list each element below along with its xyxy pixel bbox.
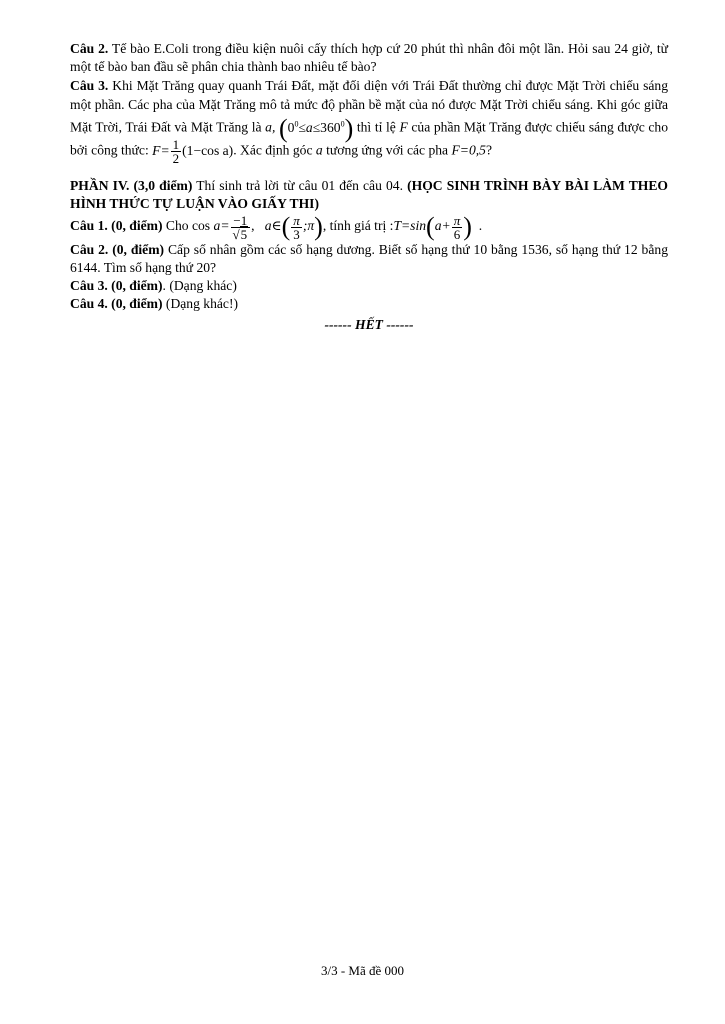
question-3-text-1: Khi Mặt Trăng quay quanh Trái Đất, mặt đối diện với Trái Đất thường chỉ được Mặt Trời chiếu sáng một phần. Các pha của Mặt Trăng mô tả mức độ phần bề mặt của nó được Mặt Trời chiếu sáng. Khi góc giữa Mặt Trời, Trái Đất và Mặt Trăng là — [70, 78, 669, 135]
question-2-text: Tế bào E.Coli trong điều kiện nuôi cấy thích hợp cứ 20 phút thì nhân đôi một lần. Hỏi sau 24 giờ, từ một tế bào ban đầu sẽ phân chia thành bao nhiêu tế bào? — [70, 41, 668, 74]
question-3-paragraph: Câu 3. Khi Mặt Trăng quay quanh Trái Đất, mặt đối diện với Trái Đất thường chỉ được Mặt Trời chiếu sáng một phần. Các pha của Mặt Trăng mô tả mức độ phần bề mặt của nó được Mặt Trời chiếu sáng. Khi góc giữa Mặt Trời, Trái Đất và Mặt Trăng là a, $(0^0\le a\le 360^0)$ thì tỉ lệ F của phần Mặt Trăng được chiếu sáng được cho bởi công thức: F= $\frac{1}{2}$ (1−cos a). Xác định góc a tương ứng với các pha F=0,5? — [70, 78, 669, 167]
pi-over-six-fraction: $\frac{\pi}{6}$ — [453, 212, 461, 242]
part-4-question-1: Câu 1. (0, điểm) Cho cos a= $\frac{-1}{√5}$ , a∈( $\frac{\pi}{3}$ ;π), tính giá trị :T=sin(a+ $\frac{\pi}{6}$ ) . — [70, 212, 483, 242]
question-3-label: Câu 3. — [70, 78, 109, 93]
p4-question-2-label: Câu 2. (0, điểm) — [70, 241, 165, 257]
angle-range: $(0^0\le a\le 360^0)$ — [278, 113, 354, 143]
question-3-text-5: tương ứng với các pha — [326, 143, 449, 159]
cos-value-fraction: $\frac{-1}{√5}$ — [231, 214, 251, 241]
phase-condition: F=0,5 — [451, 143, 486, 159]
angle-variable-2: a — [315, 143, 323, 159]
angle-variable: a, — [265, 119, 276, 135]
ratio-variable: F — [399, 119, 408, 135]
p4-question-4-label: Câu 4. (0, điểm) — [70, 295, 163, 311]
p4-question-3-label: Câu 3. (0, điểm) — [70, 277, 163, 293]
p4-question-1-label: Câu 1. (0, điểm) — [70, 218, 163, 234]
part-4-question-2: Câu 2. (0, điểm) Cấp số nhân gồm các số hạng dương. Biết số hạng thứ 10 bằng 1536, số hạng thứ 12 bằng 6144. Tìm số hạng thứ 20? — [70, 241, 668, 275]
part-4-heading: PHẦN IV. (3,0 điểm) — [70, 178, 193, 194]
part-4-question-4: Câu 4. (0, điểm) (Dạng khác!) — [70, 295, 239, 311]
part-4-intro: Thí sinh trả lời từ câu 01 đến câu 04. — [196, 178, 403, 194]
question-3-text-2: thì tỉ lệ — [356, 119, 396, 135]
part-4-question-3: Câu 3. (0, điểm). (Dạng khác) — [70, 277, 237, 293]
end-mark: ------ HẾT ------ — [324, 316, 414, 332]
section-spacer — [70, 165, 668, 177]
page-footer: 3/3 - Mã đề 000 — [320, 963, 405, 978]
question-3-text-4: . Xác định góc — [233, 143, 313, 159]
question-2-paragraph — [70, 40, 668, 76]
interval-fraction: $\frac{\pi}{3}$ — [293, 212, 300, 242]
question-3-text-3: của phần Mặt Trăng được chiếu sáng được cho bởi công thức: — [70, 119, 668, 159]
exam-page — [70, 40, 668, 333]
formula: F= $\frac{1}{2}$ (1−cos a) — [152, 137, 234, 167]
question-2-label: Câu 2. — [70, 41, 109, 56]
part-4-note: (HỌC SINH TRÌNH BÀY BÀI LÀM THEO HÌNH THỨC TỰ LUẬN VÀO GIẤY THI) — [70, 178, 668, 212]
part-4-header — [70, 177, 668, 213]
